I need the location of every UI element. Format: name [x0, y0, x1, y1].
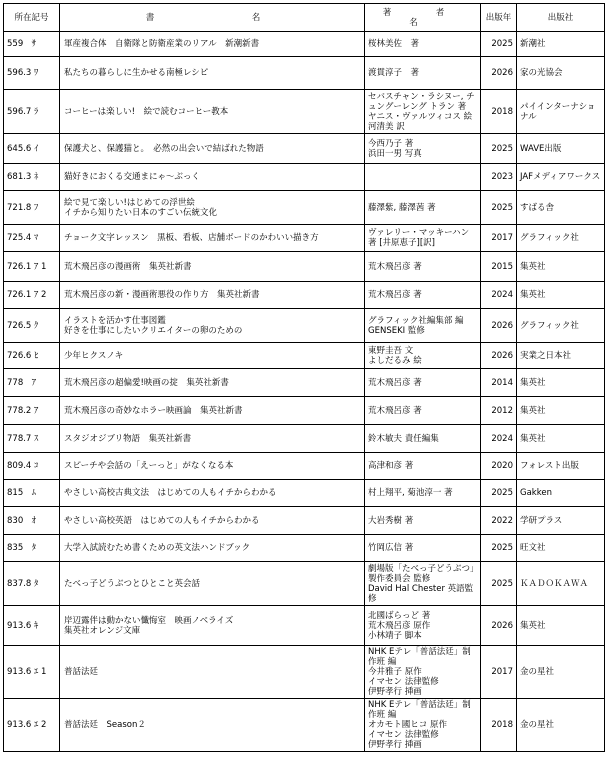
cell-title: 保護犬と、保護猫と。 必然の出会いで結ばれた物語 — [60, 134, 365, 164]
cell-publisher: 金の星社 — [517, 646, 605, 699]
table-row — [4, 164, 605, 191]
cell-title: 少年ヒクスノキ — [60, 343, 365, 369]
header-title: 書 名 — [60, 4, 365, 32]
table-row — [4, 90, 605, 134]
table-row — [4, 562, 605, 606]
cell-year: 2023 — [481, 164, 517, 191]
cell-title: 荒木飛呂彦の超偏愛!映画の掟 集英社新書 — [60, 369, 365, 397]
cell-publisher: 集英社 — [517, 252, 605, 282]
cell-title: 普話法廷 Season２ — [60, 699, 365, 752]
cell-title: 岸辺露伴は動かない懺悔室 映画ノベライズ 集英社オレンジ文庫 — [60, 606, 365, 646]
cell-year: 2025 — [481, 562, 517, 606]
cell-title: 猫好きにおくる交通まにゃ～ぶっく — [60, 164, 365, 191]
cell-year: 2012 — [481, 397, 517, 425]
cell-publisher: WAVE出版 — [517, 134, 605, 164]
cell-publisher: Gakken — [517, 480, 605, 507]
cell-author: 大岩秀樹 著 — [365, 507, 481, 535]
table-row — [4, 134, 605, 164]
cell-title: 私たちの暮らしに生かせる南極レシピ — [60, 57, 365, 90]
cell-year: 2026 — [481, 57, 517, 90]
cell-title: イラストを活かす仕事図鑑 好きを仕事にしたいクリエイターの卵のための — [60, 309, 365, 343]
cell-callno: 725.4 ﾏ — [4, 225, 60, 252]
cell-year: 2020 — [481, 453, 517, 480]
cell-author: 今西乃子 著 浜田一男 写真 — [365, 134, 481, 164]
cell-author: NHK Eテレ「普話法廷」制作班 編 オカモト國ヒコ 原作 イマセン 法律監修 伊野孝行 挿画 — [365, 699, 481, 752]
cell-year: 2025 — [481, 32, 517, 57]
cell-publisher: 集英社 — [517, 397, 605, 425]
table-row — [4, 191, 605, 225]
cell-author: グラフィック社編集部 編 GENSEKI 監修 — [365, 309, 481, 343]
cell-author — [365, 164, 481, 191]
cell-callno: 596.7 ﾗ — [4, 90, 60, 134]
cell-year: 2018 — [481, 90, 517, 134]
cell-callno: 645.6 ｲ — [4, 134, 60, 164]
cell-publisher: 集英社 — [517, 606, 605, 646]
cell-title: 大学入試読むため書くための英文法ハンドブック — [60, 535, 365, 562]
header-row — [4, 4, 605, 32]
table-row — [4, 57, 605, 90]
cell-title: 絵で見て楽しい!はじめての浮世絵 イチから知りたい日本のすごい伝統文化 — [60, 191, 365, 225]
header-author: 著 者 名 — [365, 4, 481, 32]
cell-author: 劇場版「たべっ子どうぶつ」製作委員会 監修 David Hal Chester 英語監修 — [365, 562, 481, 606]
cell-callno: 726.1 ｱ 2 — [4, 282, 60, 309]
cell-author: NHK Eテレ「普話法廷」制作班 編 今井雅子 原作 イマセン 法律監修 伊野孝行 挿画 — [365, 646, 481, 699]
table-row — [4, 425, 605, 453]
table-row — [4, 252, 605, 282]
cell-title: たべっ子どうぶつとひとこと英会話 — [60, 562, 365, 606]
cell-year: 2025 — [481, 480, 517, 507]
header-publisher: 出版社 — [517, 4, 605, 32]
table-row — [4, 507, 605, 535]
cell-year: 2026 — [481, 309, 517, 343]
cell-callno: 778.7 ｽ — [4, 425, 60, 453]
cell-author: 東野圭吾 文 よしだるみ 絵 — [365, 343, 481, 369]
cell-callno: 815 ﾑ — [4, 480, 60, 507]
cell-author: 桜林美佐 著 — [365, 32, 481, 57]
cell-year: 2026 — [481, 606, 517, 646]
cell-callno: 778.2 ｱ — [4, 397, 60, 425]
cell-callno: 726.1 ｱ 1 — [4, 252, 60, 282]
table-row — [4, 369, 605, 397]
cell-publisher: パイインターナショナル — [517, 90, 605, 134]
cell-callno: 559 ｻ — [4, 32, 60, 57]
table-row — [4, 699, 605, 752]
table-row — [4, 646, 605, 699]
cell-title: 荒木飛呂彦の新・漫画術悪役の作り方 集英社新書 — [60, 282, 365, 309]
cell-author: 竹岡広信 著 — [365, 535, 481, 562]
cell-title: 軍産複合体 自衛隊と防衛産業のリアル 新潮新書 — [60, 32, 365, 57]
cell-author: 荒木飛呂彦 著 — [365, 252, 481, 282]
cell-year: 2015 — [481, 252, 517, 282]
cell-author: 鈴木敏夫 責任編集 — [365, 425, 481, 453]
cell-title: やさしい高校古典文法 はじめての人もイチからわかる — [60, 480, 365, 507]
cell-year: 2022 — [481, 507, 517, 535]
cell-publisher: すばる舎 — [517, 191, 605, 225]
cell-title: やさしい高校英語 はじめての人もイチからわかる — [60, 507, 365, 535]
cell-callno: 913.6 ｴ 1 — [4, 646, 60, 699]
cell-publisher: 実業之日本社 — [517, 343, 605, 369]
cell-year: 2026 — [481, 343, 517, 369]
cell-publisher: 旺文社 — [517, 535, 605, 562]
cell-author: 荒木飛呂彦 著 — [365, 397, 481, 425]
cell-callno: 837.8 ﾀ — [4, 562, 60, 606]
cell-publisher: 学研プラス — [517, 507, 605, 535]
table-row — [4, 309, 605, 343]
table-row — [4, 606, 605, 646]
table-row — [4, 225, 605, 252]
cell-year: 2025 — [481, 535, 517, 562]
cell-title: 荒木飛呂彦の漫画術 集英社新書 — [60, 252, 365, 282]
cell-title: スピーチや会話の「えーっと」がなくなる本 — [60, 453, 365, 480]
cell-callno: 596.3 ﾜ — [4, 57, 60, 90]
header-year: 出版年 — [481, 4, 517, 32]
cell-publisher: グラフィック社 — [517, 309, 605, 343]
cell-author: 荒木飛呂彦 著 — [365, 282, 481, 309]
cell-author: セバスチャン・ラシヌー, チュングーレング トラン 著 ヤニス・ヴァルツィコス 絵 河清美 訳 — [365, 90, 481, 134]
cell-callno: 835 ﾀ — [4, 535, 60, 562]
cell-year: 2024 — [481, 425, 517, 453]
cell-year: 2024 — [481, 282, 517, 309]
cell-author: 村上翔平, 菊池淳一 著 — [365, 480, 481, 507]
cell-title: 普話法廷 — [60, 646, 365, 699]
cell-publisher: 金の星社 — [517, 699, 605, 752]
cell-callno: 721.8 ﾌ — [4, 191, 60, 225]
cell-year: 2018 — [481, 699, 517, 752]
book-rows — [4, 32, 605, 752]
cell-title: コーヒーは楽しい! 絵で読むコーヒー教本 — [60, 90, 365, 134]
cell-callno: 726.6 ﾋ — [4, 343, 60, 369]
cell-author: 渡貫淳子 著 — [365, 57, 481, 90]
cell-title: 荒木飛呂彦の奇妙なホラー映画論 集英社新書 — [60, 397, 365, 425]
table-row — [4, 397, 605, 425]
cell-author: 藤澤紫, 藤澤茜 著 — [365, 191, 481, 225]
table-row — [4, 453, 605, 480]
cell-callno: 726.5 ｸ — [4, 309, 60, 343]
cell-year: 2017 — [481, 646, 517, 699]
table-row — [4, 535, 605, 562]
table-row — [4, 282, 605, 309]
cell-author: 荒木飛呂彦 著 — [365, 369, 481, 397]
cell-year: 2025 — [481, 134, 517, 164]
cell-callno: 681.3 ﾈ — [4, 164, 60, 191]
cell-callno: 809.4 ｺ — [4, 453, 60, 480]
cell-publisher: 新潮社 — [517, 32, 605, 57]
cell-publisher: 集英社 — [517, 282, 605, 309]
cell-publisher: ＫＡＤＯＫＡＷＡ — [517, 562, 605, 606]
cell-publisher: フォレスト出版 — [517, 453, 605, 480]
cell-year: 2017 — [481, 225, 517, 252]
table-row — [4, 32, 605, 57]
header-callno: 所在記号 — [4, 4, 60, 32]
cell-callno: 778 ｱ — [4, 369, 60, 397]
cell-publisher: グラフィック社 — [517, 225, 605, 252]
cell-year: 2014 — [481, 369, 517, 397]
cell-publisher: 家の光協会 — [517, 57, 605, 90]
cell-callno: 830 ｵ — [4, 507, 60, 535]
cell-publisher: JAFメディアワークス — [517, 164, 605, 191]
cell-author: 北國ばらっど 著 荒木飛呂彦 原作 小林靖子 脚本 — [365, 606, 481, 646]
cell-title: チョーク文字レッスン 黒板、看板、店舗ボードのかわいい描き方 — [60, 225, 365, 252]
cell-author: 高津和彦 著 — [365, 453, 481, 480]
cell-publisher: 集英社 — [517, 369, 605, 397]
table-row — [4, 480, 605, 507]
cell-author: ヴァレリー・マッキーハン 著 [井原恵子][訳] — [365, 225, 481, 252]
cell-callno: 913.6 ｴ 2 — [4, 699, 60, 752]
table-row — [4, 343, 605, 369]
cell-callno: 913.6 ｷ — [4, 606, 60, 646]
cell-year: 2025 — [481, 191, 517, 225]
cell-title: スタジオジブリ物語 集英社新書 — [60, 425, 365, 453]
cell-publisher: 集英社 — [517, 425, 605, 453]
book-list-table — [3, 3, 605, 752]
